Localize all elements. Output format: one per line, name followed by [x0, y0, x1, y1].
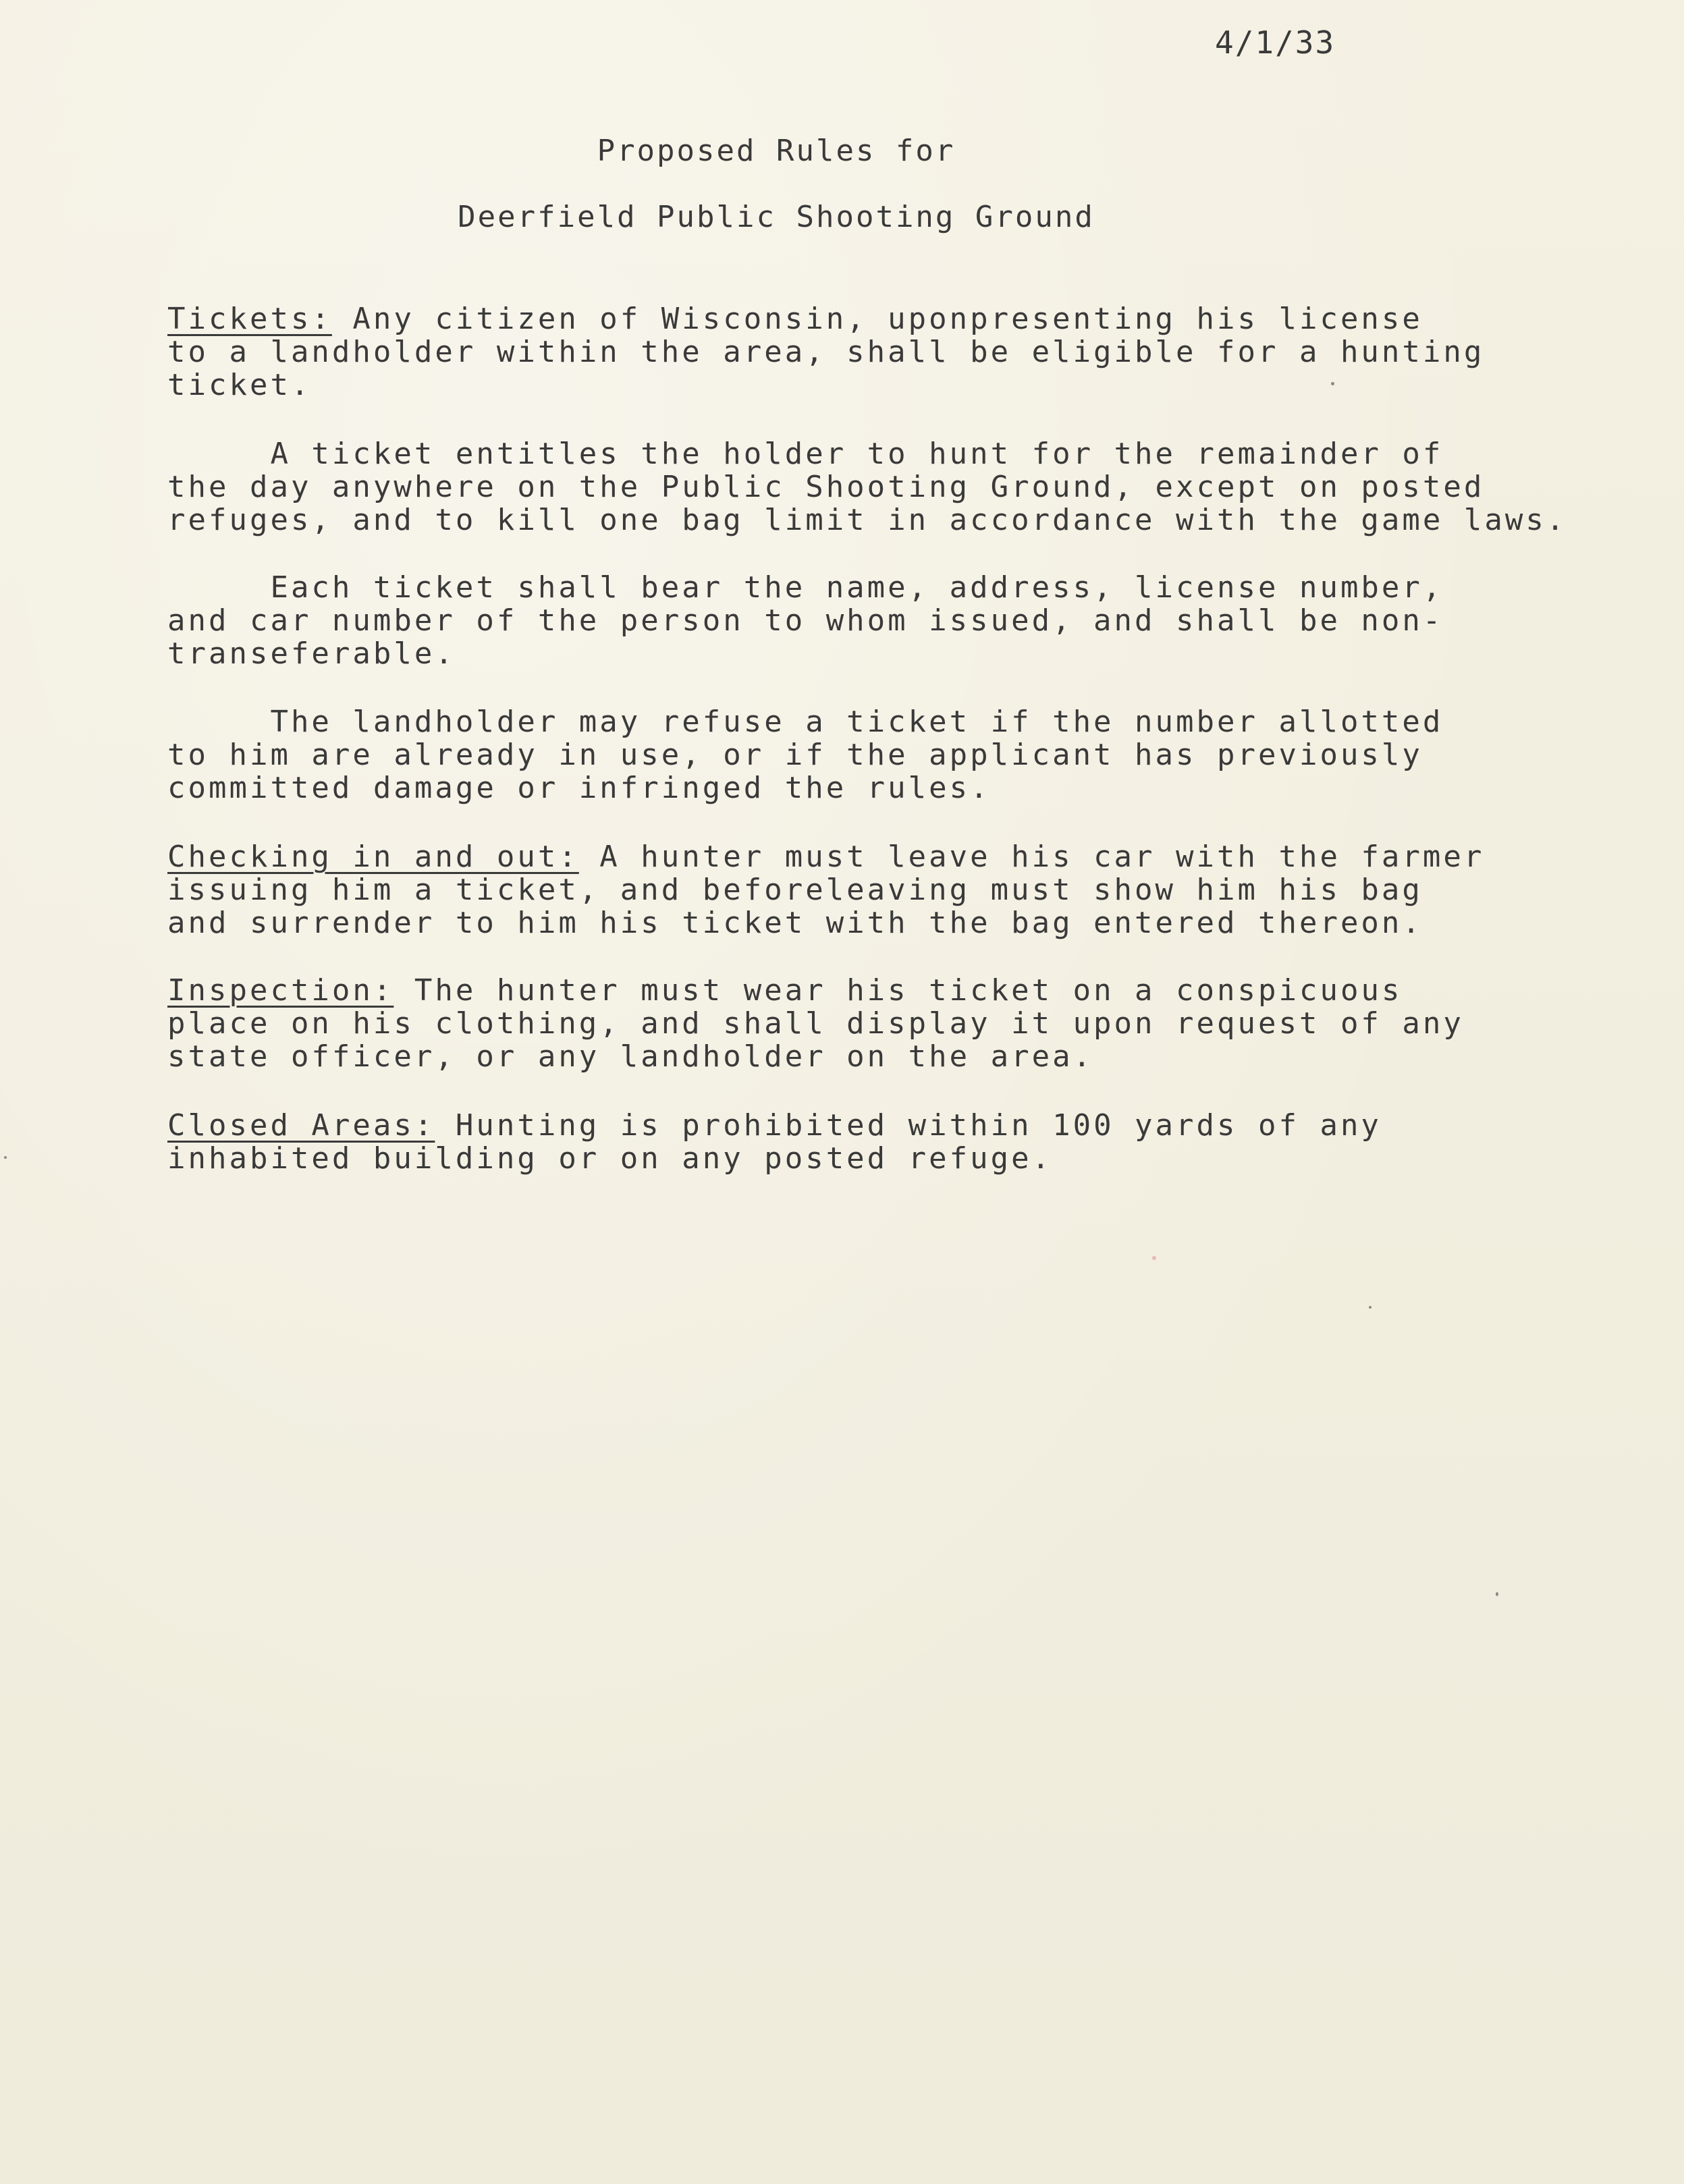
text-line: Any citizen of Wisconsin, uponpresenting his license — [331, 302, 1423, 336]
document-title-line-1: Proposed Rules for — [597, 134, 956, 168]
text-line: transeferable. — [167, 636, 456, 671]
paragraph-ticket-details — [167, 571, 1571, 670]
paper-speck — [1369, 1306, 1371, 1309]
text-line: place on his clothing, and shall display it upon request of any — [167, 1006, 1464, 1041]
text-line: inhabited building or on any posted refuge. — [167, 1141, 1053, 1176]
document-date: 4/1/33 — [1215, 24, 1336, 61]
section-inspection — [167, 974, 1571, 1073]
text-line: to him are already in use, or if the applicant has previously — [167, 738, 1423, 772]
paragraph-ticket-entitlement — [167, 437, 1571, 537]
paper-speck — [1496, 1592, 1498, 1596]
text-line: refuges, and to kill one bag limit in accordance with the game laws. — [167, 503, 1567, 537]
text-line: A hunter must leave his car with the farmer — [578, 840, 1485, 874]
document-title-line-2: Deerfield Public Shooting Ground — [458, 200, 1095, 234]
text-line: issuing him a ticket, and beforeleaving must show him his bag — [167, 873, 1423, 907]
section-heading-tickets: Tickets: — [167, 302, 332, 336]
text-line: ticket. — [167, 368, 312, 402]
text-line: the day anywhere on the Public Shooting Ground, except on posted — [167, 470, 1485, 504]
section-heading-checking: Checking in and out: — [167, 840, 579, 874]
text-line: Hunting is prohibited within 100 yards of any — [435, 1108, 1382, 1143]
paper-speck — [4, 1156, 7, 1159]
text-line: committed damage or infringed the rules. — [167, 771, 991, 805]
text-line: state officer, or any landholder on the area. — [167, 1039, 1094, 1074]
text-line: The landholder may refuse a ticket if the number allotted — [167, 705, 1444, 739]
section-checking-in-out — [167, 840, 1571, 939]
paper-speck — [1152, 1256, 1156, 1260]
text-line: A ticket entitles the holder to hunt for the remainder of — [167, 437, 1444, 471]
text-line: to a landholder within the area, shall be eligible for a hunting — [167, 335, 1485, 369]
section-heading-closed-areas: Closed Areas: — [167, 1108, 435, 1143]
text-line: and surrender to him his ticket with the bag entered thereon. — [167, 906, 1423, 940]
text-line: The hunter must wear his ticket on a conspicuous — [393, 973, 1403, 1008]
paragraph-ticket-refusal — [167, 705, 1571, 804]
paper-speck — [1331, 382, 1334, 385]
section-heading-inspection: Inspection: — [167, 973, 394, 1008]
text-line: Each ticket shall bear the name, address, license number, — [167, 570, 1444, 605]
section-closed-areas — [167, 1109, 1571, 1175]
section-tickets — [167, 302, 1571, 402]
text-line: and car number of the person to whom issued, and shall be non- — [167, 603, 1444, 638]
